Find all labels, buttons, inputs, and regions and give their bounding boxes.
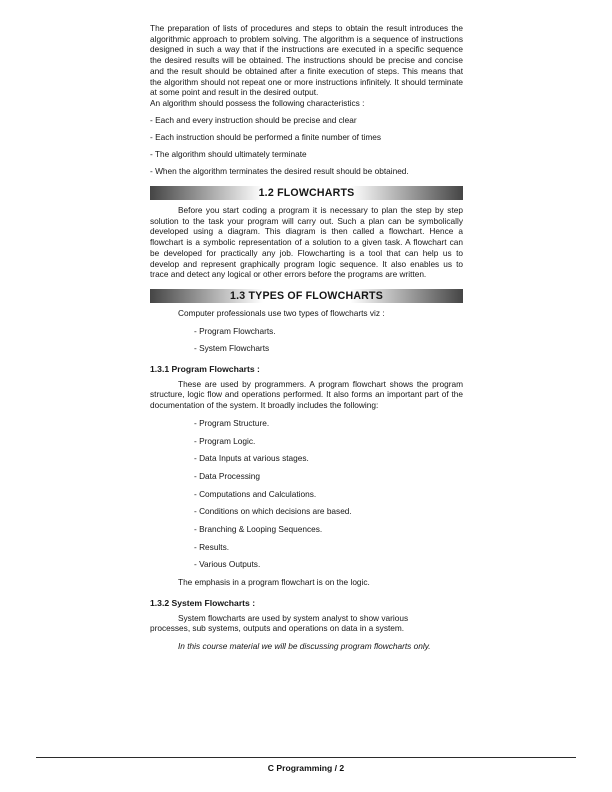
course-material-note: In this course material we will be discussing program flowcharts only. xyxy=(178,640,431,651)
section-heading-types-of-flowcharts: 1.3 TYPES OF FLOWCHARTS xyxy=(150,289,463,303)
characteristics-intro: An algorithm should possess the following characteristics : xyxy=(150,97,365,108)
system-flowcharts-paragraph: System flowcharts are used by system analyst to show various processes, sub systems, outputs and operations on data in a system. xyxy=(150,612,409,634)
program-flowchart-item: - Data Processing xyxy=(194,470,260,481)
program-flowcharts-emphasis: The emphasis in a program flowchart is on the logic. xyxy=(178,577,370,588)
program-flowcharts-paragraph: These are used by programmers. A program flowchart shows the program structure, logic flow and operations performed. It also forms an important part of the documentation of the system. It broadly includes the following: xyxy=(150,378,463,411)
program-flowchart-item: - Branching & Looping Sequences. xyxy=(194,524,323,535)
flowchart-types-list xyxy=(150,326,463,354)
program-flowchart-item: - Computations and Calculations. xyxy=(194,488,317,499)
flowchart-type-item: - Program Flowcharts. xyxy=(194,325,276,336)
program-flowchart-items-list xyxy=(150,418,463,570)
section-heading-flowcharts: 1.2 FLOWCHARTS xyxy=(150,186,463,200)
subsection-heading-program-flowcharts: 1.3.1 Program Flowcharts : xyxy=(150,364,260,375)
flowcharts-paragraph: Before you start coding a program it is necessary to plan the step by step solution to the task your program will carry out. Such a plan can be symbolically developed using a diagram. This diagram is then called a flowchart. Hence a flowchart is a symbolic representation of a solution to a given task. A flowchart can be developed for practically any job. Flowcharting is a tool that can help us to develop and represent graphically program logic sequence. It also enables us to trace and detect any logical or other errors before the programs are written. xyxy=(150,205,463,280)
flowchart-type-item: - System Flowcharts xyxy=(194,343,270,354)
program-flowchart-item: - Program Logic. xyxy=(194,435,256,446)
characteristic-item: - Each and every instruction should be precise and clear xyxy=(150,115,357,126)
program-flowchart-item: - Various Outputs. xyxy=(194,559,261,570)
program-flowchart-item: - Data Inputs at various stages. xyxy=(194,453,309,464)
subsection-heading-system-flowcharts: 1.3.2 System Flowcharts : xyxy=(150,597,256,608)
page-content xyxy=(150,23,463,652)
page-footer: C Programming / 2 xyxy=(267,763,345,773)
footer-divider xyxy=(36,757,576,758)
characteristic-item: - Each instruction should be performed a finite number of times xyxy=(150,132,382,143)
intro-paragraph: The preparation of lists of procedures and steps to obtain the result introduces the algorithmic approach to problem solving. The algorithm is a sequence of instructions designed in such a way that if the instructions are executed in a specific sequence the desired results will be obtained. The instructions should be precise and concise and the result should be obtained after a finite execution of steps. This means that the algorithm should not repeat one or more instructions infinitely. It should terminate at some point and result in the desired output. xyxy=(150,23,463,98)
types-intro: Computer professionals use two types of flowcharts viz : xyxy=(178,307,385,318)
program-flowchart-item: - Results. xyxy=(194,541,230,552)
characteristic-item: - When the algorithm terminates the desired result should be obtained. xyxy=(150,166,409,177)
program-flowchart-item: - Conditions on which decisions are based. xyxy=(194,506,352,517)
program-flowchart-item: - Program Structure. xyxy=(194,417,270,428)
characteristic-item: - The algorithm should ultimately terminate xyxy=(150,149,307,160)
characteristics-list xyxy=(150,115,463,177)
